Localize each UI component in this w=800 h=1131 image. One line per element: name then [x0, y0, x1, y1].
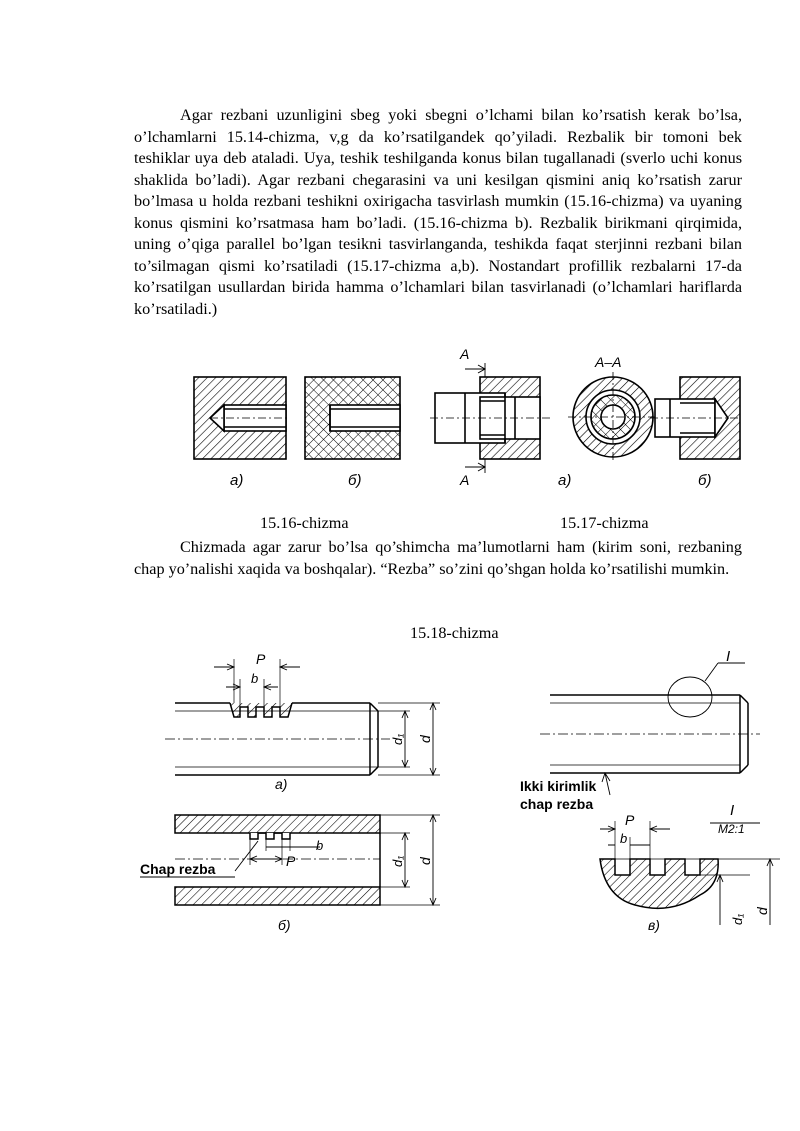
label-a-15-17: a)	[558, 472, 572, 489]
label-d-b: d	[417, 857, 433, 865]
label-a-15-16: a)	[230, 472, 244, 489]
figure-15-16-15-17	[180, 345, 750, 505]
label-b-15-17: б)	[698, 472, 712, 489]
label-d1-b: d₁	[390, 855, 405, 867]
figure-15-17-a	[430, 363, 550, 473]
label-I-2: I	[730, 802, 735, 819]
label-P-b: P	[286, 853, 296, 869]
chap-rezba-label: Chap rezba	[140, 861, 216, 877]
label-b-a: b	[251, 671, 259, 686]
caption-15-16: 15.16-chizma	[260, 514, 349, 532]
figure-15-18-a	[165, 659, 440, 775]
figure-15-16-a	[194, 377, 290, 459]
label-AA: A–A	[595, 354, 622, 370]
label-b-v: b	[620, 831, 628, 846]
figure-15-16-b	[305, 377, 400, 459]
label-a-15-18: a)	[275, 776, 288, 792]
label-v-15-18: в)	[648, 917, 660, 933]
label-P-a: P	[256, 651, 266, 667]
figure-15-18-v-shaft	[540, 663, 760, 795]
label-d-v: d	[754, 907, 770, 915]
label-bcyr-15-18: б)	[278, 917, 291, 933]
label-I-1: I	[726, 648, 731, 665]
label-d1-a: d₁	[390, 733, 405, 745]
label-b-15-16: б)	[348, 472, 362, 489]
figure-15-17-section-AA	[568, 372, 658, 462]
scale-label: M2:1	[718, 822, 745, 836]
label-d1-v: d₁	[730, 913, 745, 925]
label-A-top: A	[460, 346, 470, 362]
label-A-bottom: A	[460, 472, 470, 488]
label-b-b: b	[316, 838, 324, 853]
paragraph-2-text: Chizmada agar zarur bo’lsa qo’shimcha ma’lumotlarni ham (kirim soni, rezbaning chap yo’nalishi xaqida va boshqalar). “Rezba” so’zini qo’shgan holda ko’rsatilishi mumkin.	[134, 538, 742, 578]
paragraph-1-text: Agar rezbani uzunligini sbeg yoki sbegni o’lchami bilan ko’rsatish kerak bo’lsa, o’lchamlarni 15.14-chizma, v,g da ko’rsatilgandek qo’yiladi. Rezbalik bir tomoni bek teshiklar uya deb ataladi. Uya, teshik teshilganda konus bilan tugallanadi (sverlo uchi konus shaklida bo’ladi). Agar rezbani chegarasini va uni kesilgan qismini aniq ko’rsatish zarur bo’lmasa u holda rezbani teshikni oxirigacha tasvirlash mumkin (15.16-chizma) va uyaning konus qismini ko’rsatmasa ham bo’ladi. (15.16-chizma b). Rezbalik birikmani qirqimida, uning o’qiga parallel bo’lgan tesikni tasvirlanganda, teshikda faqat sterjinni rezbani bilan to’silmagan qismi ko’rsatiladi (15.17-chizma a,b). Nostandart profillik rezbalarni 17-da ko’rsatilgan usullardan birida hamma o’lchamlari bilan tasvirlanadi (o’lchamlari hariflarda ko’rsatiladi.)	[134, 106, 742, 318]
caption-15-17: 15.17-chizma	[560, 514, 649, 532]
label-P-v: P	[625, 812, 635, 828]
paragraph-2	[134, 537, 742, 580]
figure-15-18	[130, 645, 780, 945]
figure-15-17-b	[650, 377, 740, 459]
ikki-kirimlik-label: Ikki kirimlik	[520, 778, 597, 794]
caption-15-18: 15.18-chizma	[410, 624, 499, 642]
paragraph-1	[134, 105, 742, 320]
chap-rezba-2-label: chap rezba	[520, 796, 594, 812]
label-d-a: d	[417, 735, 433, 743]
